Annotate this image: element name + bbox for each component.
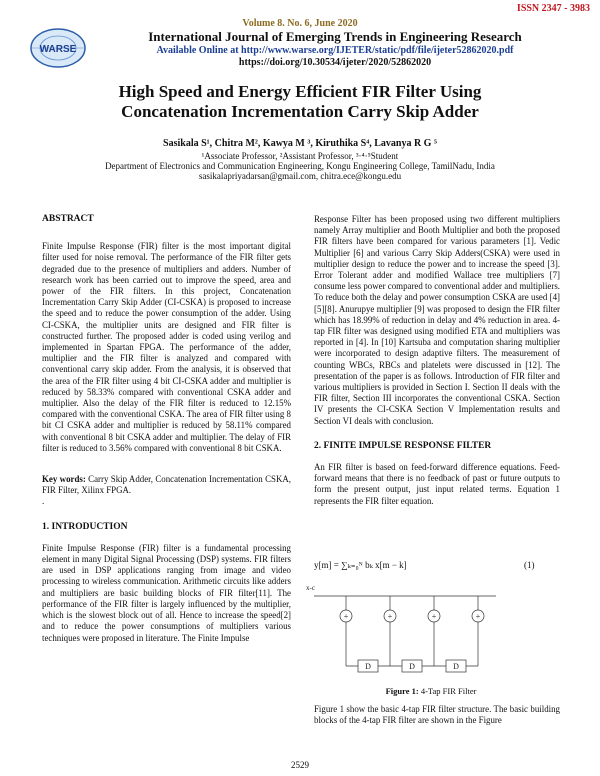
right-paragraph-2: An FIR filter is based on feed-forward difference equations. Feed-forward means that there is no feedback of past or future outputs to form the present output, just input related terms. Equation 1 represents the FIR filter equation. <box>314 462 560 506</box>
keywords-label: Key words: <box>42 474 86 485</box>
warse-logo <box>28 26 88 70</box>
figure-input-label: x-c <box>306 584 315 592</box>
authors: Sasikala S¹, Chitra M², Kawya M ³, Kiruthika S⁴, Lavanya R G ⁵ <box>163 138 437 149</box>
delay-label: D <box>453 662 459 671</box>
figure-caption-label: Figure 1: <box>385 686 419 696</box>
left-column <box>42 214 291 644</box>
sum-symbol: + <box>475 612 481 621</box>
section2-heading: 2. FINITE IMPULSE RESPONSE FILTER <box>314 440 492 451</box>
abstract-text: Finite Impulse Response (FIR) filter is the most important digital filter used for noise removal. The performance of the FIR filter gets degraded due to the presence of multipliers and adders. Number of research work has been carried out to improve the speed, area and power of the FIR filters. In this project, Concatenation Incrementation Carry Skip Adder (CI-CSKA) is proposed to increase the speed and to reduce the power consumption of the adder. Using CI-CSKA, the multiplier units are designed and FIR filter is constructed further. The proposed adder is coded using verilog and implemented in Spartan FPGA. The performance of the adder, multiplier and the FIR filter is analyzed and compared with conventional carry skip adder. From the analysis, it is observed that the area of the FIR filter using 4 bit CI-CSKA adder and multiplier is reduced by 58.33% compared with conventional CSKA adder and multiplier. Also the delay of the FIR filter is reduced to 12.15% compared with the conventional CSKA. The area of FIR filter using 8 bit CI CSKA adder and multiplier is reduced by 58.11% compared with conventional 8 bit CSKA adder and multiplier. The delay of FIR filter is reduced to 3.56% compared with conventional 8 bit CSKA. <box>42 241 291 453</box>
intro-heading: 1. INTRODUCTION <box>42 521 128 532</box>
keywords <box>42 474 291 496</box>
delay-label: D <box>409 662 415 671</box>
delay-label: D <box>365 662 371 671</box>
equation-number: (1) <box>524 560 535 570</box>
equation-text: y[m] = ∑ₖ₌₀ᴺ bₖ x[m − k] <box>314 560 407 570</box>
volume-line: Volume 8. No. 6, June 2020 <box>242 18 358 29</box>
journal-name: International Journal of Emerging Trends in Engineering Research <box>148 29 522 44</box>
sum-symbol: + <box>431 612 437 621</box>
stray-dot: . <box>42 496 45 507</box>
intro-text: Finite Impulse Response (FIR) filter is a fundamental processing element in many Digital Signal Processing (DSP) systems. FIR filters are used in DSP applications ranging from image and video processing to wireless communication. Arithmetic circuits like adders and multipliers are basic building blocks of FIR filter[11]. The performance of the FIR filter is largely influenced by the multiplier, which is the slowest block out of all. Hence to increase the speed[2] and to reduce the power consumptions of multipliers various techniques were proposed in literature. The Finite Impulse <box>42 542 291 643</box>
title-line-1: High Speed and Energy Efficient FIR Filter Using <box>118 82 482 101</box>
abstract-heading: ABSTRACT <box>42 214 94 224</box>
emails: sasikalapriyadarsan@gmail.com, chitra.ece@kongu.edu <box>198 171 402 181</box>
sum-symbol: + <box>343 612 349 621</box>
doi-link[interactable]: https://doi.org/10.30534/ijeter/2020/52862020 <box>238 57 432 68</box>
right-paragraph-3: Figure 1 show the basic 4-tap FIR filter structure. The basic building blocks of the 4-tap FIR filter are shown in the Figure <box>314 704 560 726</box>
online-link[interactable]: Available Online at http://www.warse.org/IJETER/static/pdf/file/ijeter52862020.pdf <box>156 45 514 56</box>
page-number: 2529 <box>291 760 309 770</box>
author-positions: ¹Associate Professor, ²Assistant Professor, ³·⁴·⁵Student <box>201 151 399 161</box>
fir-filter-figure <box>306 580 556 682</box>
right-paragraph-1: Response Filter has been proposed using two different multipliers namely Array multiplier and Booth Multiplier and both the proposed FIR filters have been compared for various parameters [1]. Vedic Multiplier [6] and various Carry Skip Adders(CSKA) were used in multiplier design to reduce the power and to increase the speed [3]. Error Tolerant adder and modified Wallace tree multipliers [7] consume less power compared to conventional adder and multipliers. To reduce both the delay and power consumption CSKA are used [4][5][8]. Anurupye multiplier [9] was proposed to design the FIR filter which has 18.99% of reduction in delay and 4% reduction in area. 4-tap FIR filter was designed using modified ETA and multipliers was reported in [4]. In [10] Kartsuba and computation sharing multiplier were incorporated to design adaptive filters. The measurement of counting WBCs, RBCs and platelets were discussed in [12]. The presentation of the paper is as follows. Introduction of FIR filter and various multipliers is provided in Section I. Section II deals with the FIR filter, Section III incorporates the conventional CSKA. Section IV presents the CI-CSKA Section V Implementation results and Section VI deals with conclusion. <box>314 214 560 426</box>
sum-symbol: + <box>387 612 393 621</box>
keywords-text: Carry Skip Adder, Concatenation Incrementation CSKA, FIR Filter, Xilinx FPGA. <box>42 474 291 496</box>
right-column <box>314 214 560 507</box>
title-line-2: Concatenation Incrementation Carry Skip Adder <box>121 102 479 121</box>
figure-caption-text: 4-Tap FIR Filter <box>418 686 477 696</box>
logo-text: WARSE <box>39 44 77 55</box>
issn: ISSN 2347 - 3983 <box>516 3 590 14</box>
figure-caption <box>306 686 556 696</box>
department: Department of Electronics and Communication Engineering, Kongu Engineering College, TamilNadu, India <box>105 161 495 171</box>
paper-title <box>40 82 560 122</box>
